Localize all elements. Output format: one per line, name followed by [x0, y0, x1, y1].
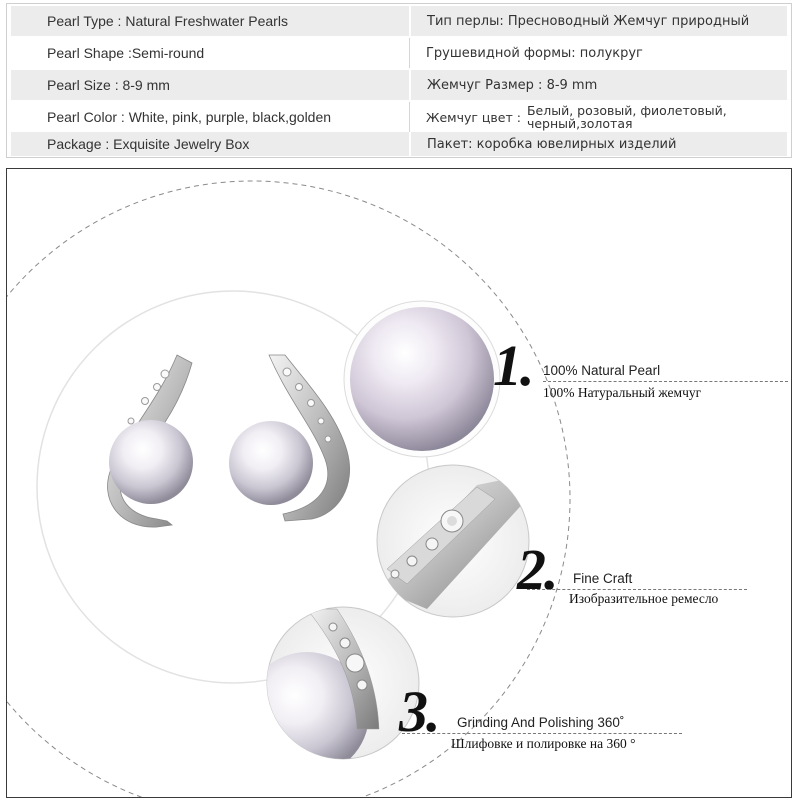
spec-row-color: [11, 102, 787, 132]
spec-package-en: Package : Exquisite Jewelry Box: [47, 136, 250, 152]
spec-row-shape: [11, 38, 787, 68]
spec-shape-en: Pearl Shape :Semi-round: [47, 45, 205, 61]
spec-size-ru: Жемчуг Размер : 8-9 mm: [427, 77, 598, 93]
spec-row-size: [11, 70, 787, 100]
spec-color-en: Pearl Color : White, pink, purple, black,golden: [47, 109, 332, 125]
spec-type-en: Pearl Type : Natural Freshwater Pearls: [47, 13, 288, 29]
spec-table: [6, 3, 792, 158]
spec-type-ru: Тип перлы: Пресноводный Жемчуг природный: [427, 13, 750, 29]
spec-shape-ru: Грушевидной формы: полукруг: [426, 45, 643, 61]
feature-dashed-line: [402, 733, 682, 734]
feature-dashed-line: [527, 589, 747, 590]
zoom-circle-craft: [377, 465, 529, 617]
feature-title-en: 100% Natural Pearl: [543, 363, 661, 378]
spec-package-ru: Пакет: коробка ювелирных изделий: [427, 136, 677, 152]
spec-color-ru-values: [527, 104, 727, 130]
zoom-circle-polish: [245, 607, 419, 776]
feature-title-en: Grinding And Polishing 360˚: [457, 715, 625, 730]
spec-color-ru-line1: Белый, розовый, фиолетовый,: [526, 103, 727, 118]
earring-left: [108, 355, 193, 527]
spec-color-ru-label: Жемчуг цвет :: [426, 109, 521, 125]
feature-title-ru: Шлифовке и полировке на 360 °: [451, 736, 636, 751]
feature-title-ru: Изобразительное ремесло: [569, 591, 719, 606]
feature-title-ru: 100% Натуральный жемчуг: [543, 385, 702, 400]
feature-dashed-line: [543, 381, 788, 382]
product-panel: [6, 168, 792, 798]
spec-color-ru: [410, 102, 787, 132]
spec-size-en: Pearl Size : 8-9 mm: [47, 77, 170, 93]
feature-number: 1.: [493, 333, 533, 398]
feature-number: 3.: [399, 679, 439, 744]
feature-number: 2.: [517, 537, 557, 602]
spec-color-ru-line2: черный,золотая: [526, 116, 633, 131]
big-pearl: [350, 307, 494, 451]
spec-row-type: [11, 6, 787, 36]
spec-row-package: [11, 132, 787, 156]
feature-title-en: Fine Craft: [573, 571, 633, 586]
earring-right: [229, 355, 350, 521]
